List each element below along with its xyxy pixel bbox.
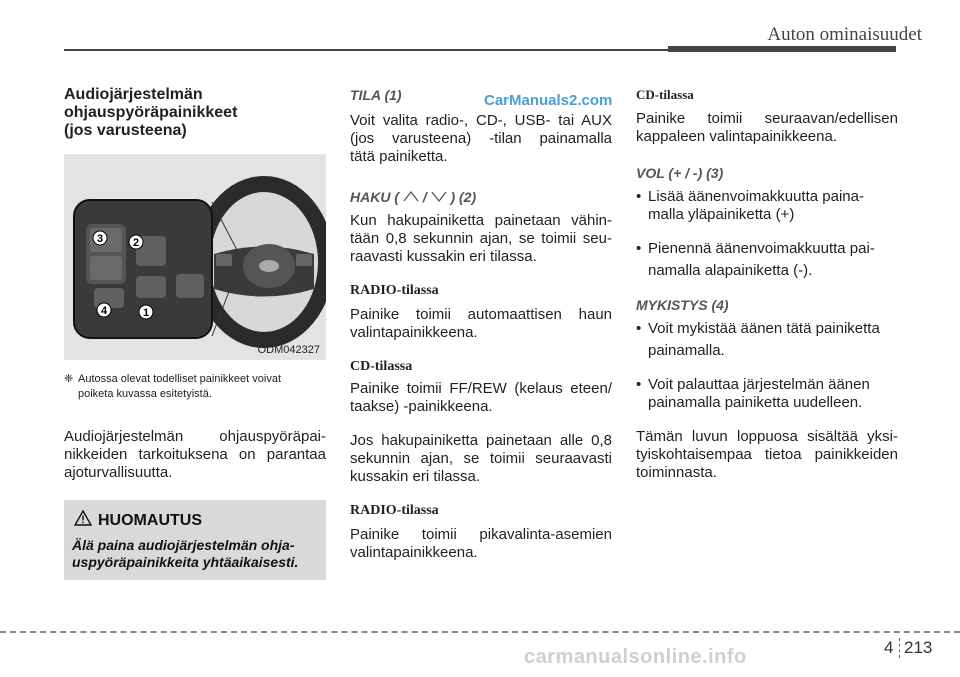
tila-heading: TILA (1) bbox=[350, 87, 402, 103]
page-number: 213 bbox=[904, 638, 933, 657]
bullet-mark: • bbox=[636, 240, 642, 257]
caution-title: HUOMAUTUS bbox=[98, 512, 202, 530]
callout-1: 1 bbox=[142, 307, 150, 319]
radio-heading: RADIO-tilassa bbox=[350, 283, 439, 298]
intro-line3: ajoturvallisuutta. bbox=[64, 464, 173, 481]
column-left bbox=[64, 86, 326, 140]
intro-line1: Audiojärjestelmän ohjauspyöräpai- bbox=[64, 428, 326, 445]
section-title-line1: Audiojärjestelmän bbox=[64, 86, 203, 103]
bullet-mark: • bbox=[636, 320, 642, 337]
note-line2: poiketa kuvassa esitetyistä. bbox=[78, 388, 212, 400]
chevron-down-icon bbox=[431, 189, 447, 205]
radio2-line1: Painike toimii pikavalinta-asemien bbox=[350, 526, 612, 543]
header-rule-thin bbox=[64, 49, 674, 51]
radio-line1: Painike toimii automaattisen haun bbox=[350, 306, 612, 323]
page-separator bbox=[899, 638, 901, 658]
haku-line2: tään 0,8 sekunnin ajan, se toimii seu- bbox=[350, 230, 612, 247]
steering-wheel-illustration bbox=[64, 154, 326, 360]
haku-heading-sep: / bbox=[422, 189, 427, 205]
running-header-title: Auton ominaisuudet bbox=[767, 24, 922, 45]
mute-bullet-1 bbox=[636, 320, 898, 360]
mute-heading: MYKISTYS (4) bbox=[636, 297, 729, 313]
caution-line1: Älä paina audiojärjestelmän ohja- bbox=[72, 537, 295, 553]
column-middle bbox=[350, 86, 612, 562]
cd3-heading: CD-tilassa bbox=[636, 87, 694, 102]
vol-heading: VOL (+ / -) (3) bbox=[636, 165, 724, 181]
vol-bullet-2 bbox=[636, 240, 898, 280]
vol-b2-line2: namalla alapainiketta (-). bbox=[648, 262, 813, 279]
caution-box bbox=[64, 500, 326, 580]
watermark-link[interactable]: CarManuals2.com bbox=[484, 92, 613, 109]
short-line3: kussakin eri tilassa. bbox=[350, 468, 481, 485]
callout-2: 2 bbox=[132, 237, 140, 249]
steering-wheel-figure bbox=[64, 154, 326, 360]
cd3-line1: Painike toimii seuraavan/edellisen bbox=[636, 110, 898, 127]
radio2-heading: RADIO-tilassa bbox=[350, 503, 439, 518]
tila-line1: Voit valita radio-, CD-, USB- tai AUX bbox=[350, 112, 612, 129]
column-right bbox=[636, 86, 898, 482]
footer-rule bbox=[0, 631, 960, 633]
haku-line1: Kun hakupainiketta painetaan vähin- bbox=[350, 212, 612, 229]
cd-line1: Painike toimii FF/REW (kelaus eteen/ bbox=[350, 380, 612, 397]
mute-b2-line1: Voit palauttaa järjestelmän äänen bbox=[648, 376, 870, 393]
section-title-line3: (jos varusteena) bbox=[64, 122, 187, 139]
figure-note bbox=[64, 372, 326, 402]
callout-3: 3 bbox=[96, 233, 104, 245]
outro-line2: tyiskohtaisempaa tietoa painikkeiden bbox=[636, 446, 898, 463]
vol-b2-line1: Pienennä äänenvoimakkuutta pai- bbox=[648, 240, 875, 257]
cd-heading: CD-tilassa bbox=[350, 359, 413, 374]
intro-paragraph bbox=[64, 428, 326, 482]
radio2-line2: valintapainikkeena. bbox=[350, 544, 478, 561]
intro-line2: nikkeiden tarkoituksena on parantaa bbox=[64, 446, 326, 463]
mute-b2-line2: painamalla painiketta uudelleen. bbox=[648, 394, 863, 411]
mute-b1-line1: Voit mykistää äänen tätä painiketta bbox=[648, 320, 880, 337]
chapter-number: 4 bbox=[884, 638, 894, 657]
note-mark: ❈ bbox=[64, 373, 74, 385]
vol-bullet-1 bbox=[636, 188, 898, 224]
figure-code: ODM042327 bbox=[257, 344, 320, 356]
haku-line3: raavasti kussakin eri tilassa. bbox=[350, 248, 537, 265]
header-rule-thick bbox=[668, 46, 896, 52]
caution-line2: uspyöräpainikkeita yhtäaikaisesti. bbox=[72, 554, 299, 570]
mute-bullet-2 bbox=[636, 376, 898, 412]
bullet-mark: • bbox=[636, 376, 642, 393]
tila-line2: (jos varusteena) -tilan painamalla bbox=[350, 130, 612, 147]
haku-heading-a: HAKU ( bbox=[350, 189, 399, 205]
haku-heading bbox=[350, 188, 612, 206]
outro-line1: Tämän luvun loppuosa sisältää yksi- bbox=[636, 428, 898, 445]
vol-b1-line2: malla yläpainiketta (+) bbox=[648, 206, 795, 223]
cd3-line2: kappaleen valintapainikkeena. bbox=[636, 128, 837, 145]
mute-b1-line2: painamalla. bbox=[648, 342, 725, 359]
cd-line2: taakse) -painikkeena. bbox=[350, 398, 493, 415]
outro-line3: toiminnasta. bbox=[636, 464, 717, 481]
short-line1: Jos hakupainiketta painetaan alle 0,8 bbox=[350, 432, 612, 449]
note-line1: Autossa olevat todelliset painikkeet voivat bbox=[78, 373, 282, 385]
chevron-up-icon bbox=[403, 189, 419, 205]
bullet-mark: • bbox=[636, 188, 642, 205]
radio-line2: valintapainikkeena. bbox=[350, 324, 478, 341]
haku-heading-b: ) (2) bbox=[450, 189, 477, 205]
tila-line3: tätä painiketta. bbox=[350, 148, 448, 165]
warning-icon bbox=[74, 510, 92, 532]
section-title-line2: ohjauspyöräpainikkeet bbox=[64, 104, 238, 121]
callout-4: 4 bbox=[100, 305, 108, 317]
vol-b1-line1: Lisää äänenvoimakkuutta paina- bbox=[648, 188, 864, 205]
site-watermark[interactable]: carmanualsonline.info bbox=[524, 646, 747, 668]
short-line2: sekunnin ajan, se toimii seuraavasti bbox=[350, 450, 612, 467]
